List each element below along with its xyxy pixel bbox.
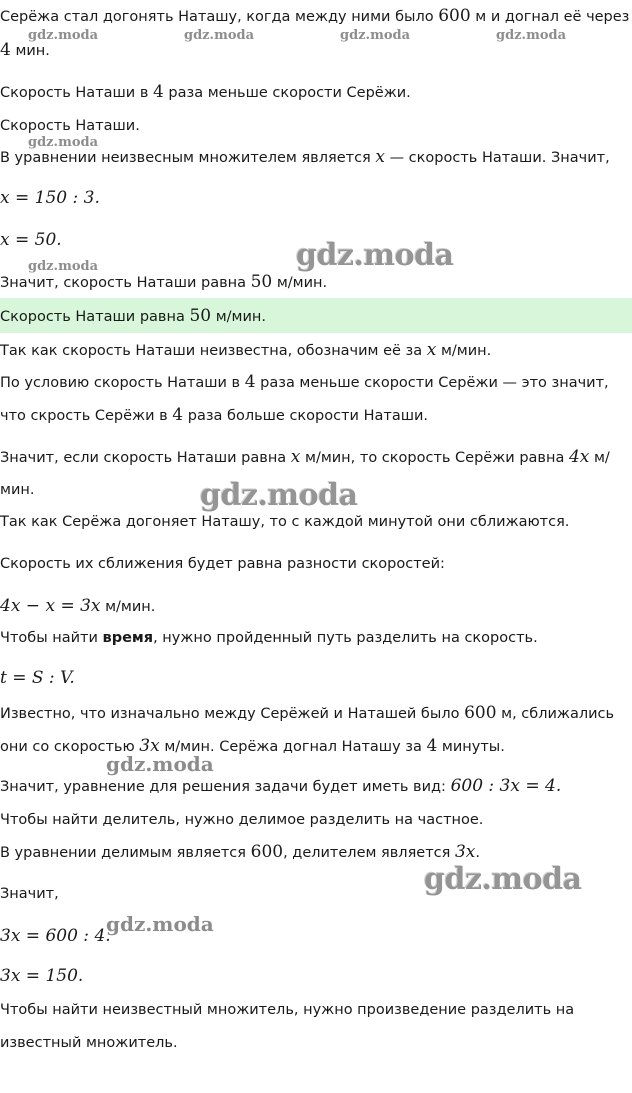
equation-3: 4x − x = 3x м/мин.	[0, 596, 156, 616]
equation-6: 3x = 150.	[0, 966, 84, 986]
para-10: Значит, уравнение для решения задачи будет иметь вид: 600 : 3x = 4.	[0, 776, 562, 796]
watermark-logo: gdz.moda	[28, 135, 99, 150]
para-14: Чтобы найти неизвестный множитель, нужно произведение разделить на	[0, 1002, 575, 1018]
watermark-logo-medium: gdz.moda	[106, 752, 214, 776]
watermark-logo-large: gdz.moda	[200, 478, 358, 513]
para-2: По условию скорость Наташи в 4 раза меньше скорости Серёжи — это значит,	[0, 372, 609, 392]
watermark-logo: gdz.moda	[28, 259, 99, 274]
watermark-logo: gdz.moda	[340, 28, 411, 43]
watermark-logo-large: gdz.moda	[296, 238, 454, 273]
para-11: Чтобы найти делитель, нужно делимое разделить на частное.	[0, 812, 484, 828]
para-8: Известно, что изначально между Серёжей и Наташей было 600 м, сближались	[0, 703, 615, 723]
problem-line-2: 4 мин.	[0, 40, 50, 60]
heading-speed: Скорость Наташи.	[0, 118, 140, 134]
equation-1: x = 150 : 3.	[0, 188, 100, 208]
conclusion-line: Значит, скорость Наташи равна 50 м/мин.	[0, 272, 328, 292]
para-1: Так как скорость Наташи неизвестна, обозначим её за x м/мин.	[0, 340, 492, 360]
watermark-logo: gdz.moda	[184, 28, 255, 43]
para-12: В уравнении делимым является 600, делителем является 3x.	[0, 842, 480, 862]
para-3: что скрость Серёжи в 4 раза больше скорости Наташи.	[0, 405, 429, 425]
para-5: Так как Серёжа догоняет Наташу, то с каждой минутой они сближаются.	[0, 514, 570, 530]
watermark-logo: gdz.moda	[28, 28, 99, 43]
watermark-logo: gdz.moda	[496, 28, 567, 43]
equation-5: 3x = 600 : 4.	[0, 926, 111, 946]
eq-unknown-line: В уравнении неизвесным множителем является x — скорость Наташи. Значит,	[0, 147, 610, 167]
para-6: Скорость их сближения будет равна разности скоростей:	[0, 556, 445, 572]
equation-4: t = S : V.	[0, 668, 75, 688]
para-4b: мин.	[0, 482, 35, 498]
ratio-line: Скорость Наташи в 4 раза меньше скорости Серёжи.	[0, 82, 411, 102]
equation-2: x = 50.	[0, 230, 62, 250]
problem-line-1: Серёжа стал догонять Наташу, когда между ними было 600 м и догнал её через	[0, 6, 630, 26]
watermark-logo-large: gdz.moda	[424, 862, 582, 897]
watermark-logo-medium: gdz.moda	[106, 912, 214, 936]
para-9: они со скоростью 3x м/мин. Серёжа догнал Наташу за 4 минуты.	[0, 736, 505, 756]
highlight-answer: Скорость Наташи равна 50 м/мин.	[0, 306, 266, 326]
para-13: Значит,	[0, 886, 59, 902]
para-15: известный множитель.	[0, 1035, 178, 1051]
para-4: Значит, если скорость Наташи равна x м/мин, то скорость Серёжи равна 4x м/	[0, 447, 610, 467]
para-7: Чтобы найти время, нужно пройденный путь разделить на скорость.	[0, 630, 538, 646]
